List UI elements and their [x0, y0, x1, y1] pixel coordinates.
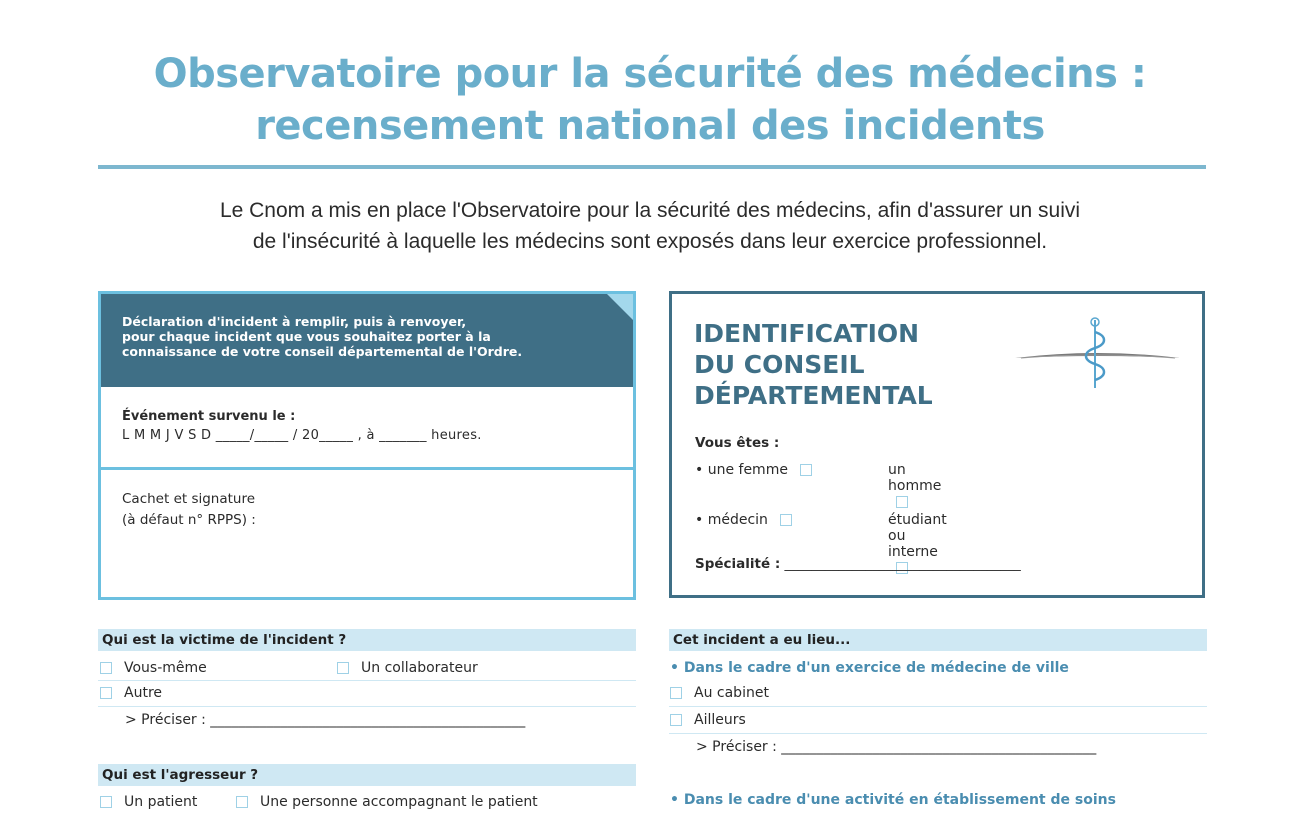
title-line-2: recensement national des incidents [255, 103, 1045, 149]
specialite-line: ___________________________________ [780, 556, 1021, 572]
divider [669, 733, 1207, 734]
homme-option [888, 462, 941, 510]
location-preciser-field[interactable]: > Préciser : _____________________________________________ [696, 739, 1097, 755]
vous-etes-label: Vous êtes : [695, 435, 780, 451]
caduceus-logo-icon [1015, 314, 1180, 390]
medecin-label: • médecin [695, 512, 768, 528]
page-title [0, 48, 1300, 152]
victim-section-header: Qui est la victime de l'incident ? [98, 629, 636, 651]
medecin-checkbox[interactable] [780, 514, 792, 526]
intro-text [0, 195, 1300, 257]
divider [98, 706, 636, 707]
event-date-section [101, 387, 633, 470]
stamp-signature-field[interactable] [122, 489, 256, 531]
title-line-1: Observatoire pour la sécurité des médecins : [153, 51, 1147, 97]
autre-option[interactable] [100, 684, 162, 702]
declaration-card [98, 291, 636, 600]
identification-title-3: DÉPARTEMENTAL [694, 381, 933, 410]
vous-meme-checkbox[interactable] [100, 662, 112, 674]
stamp-label-1: Cachet et signature [122, 491, 256, 507]
homme-label: un homme [888, 462, 942, 494]
femme-label: • une femme [695, 462, 788, 478]
intro-line-2: de l'insécurité à laquelle les médecins sont exposés dans leur exercice professionnel. [252, 230, 1048, 253]
specialite-field[interactable] [695, 556, 1021, 572]
etudiant-label: étudiant ou interne [888, 512, 947, 560]
vous-meme-label: Vous-même [124, 660, 207, 676]
ailleurs-option[interactable] [670, 711, 746, 729]
stamp-label-2: (à défaut n° RPPS) : [122, 512, 256, 528]
collaborateur-label: Un collaborateur [361, 660, 478, 676]
title-divider [98, 165, 1206, 169]
intro-line-1: Le Cnom a mis en place l'Observatoire pour la sécurité des médecins, afin d'assurer un suivi [219, 199, 1081, 222]
victim-preciser-field[interactable]: > Préciser : _____________________________________________ [125, 712, 526, 728]
autre-checkbox[interactable] [100, 687, 112, 699]
ville-subheading: • Dans le cadre d'un exercice de médecine de ville [670, 660, 1069, 676]
declaration-line-2: pour chaque incident que vous souhaitez porter à la [122, 329, 491, 344]
gender-row [695, 462, 942, 494]
cabinet-checkbox[interactable] [670, 687, 682, 699]
identification-title-1: IDENTIFICATION [694, 319, 920, 348]
divider [98, 680, 636, 681]
declaration-header [101, 294, 633, 387]
autre-label: Autre [124, 685, 163, 701]
cabinet-label: Au cabinet [694, 685, 769, 701]
accompagnant-checkbox[interactable] [236, 796, 248, 808]
location-section-header: Cet incident a eu lieu... [669, 629, 1207, 651]
patient-option[interactable] [100, 793, 197, 811]
corner-fold-icon [607, 294, 633, 320]
declaration-line-1: Déclaration d'incident à remplir, puis à renvoyer, [122, 314, 467, 329]
specialite-label: Spécialité : [695, 556, 781, 572]
event-label: Événement survenu le : [122, 409, 296, 424]
declaration-line-3: connaissance de votre conseil départemental de l'Ordre. [122, 344, 523, 359]
accompagnant-option[interactable] [236, 793, 538, 811]
divider [669, 706, 1207, 707]
patient-checkbox[interactable] [100, 796, 112, 808]
etablissement-subheading: • Dans le cadre d'une activité en établissement de soins [670, 792, 1116, 808]
collaborateur-checkbox[interactable] [337, 662, 349, 674]
accompagnant-label: Une personne accompagnant le patient [260, 794, 538, 810]
patient-label: Un patient [124, 794, 198, 810]
event-date-field[interactable]: L M M J V S D _____/_____ / 20_____ , à _______ heures. [122, 428, 482, 443]
ailleurs-checkbox[interactable] [670, 714, 682, 726]
aggressor-section-header: Qui est l'agresseur ? [98, 764, 636, 786]
vous-meme-option[interactable] [100, 659, 207, 677]
ailleurs-label: Ailleurs [694, 712, 746, 728]
femme-checkbox[interactable] [800, 464, 812, 476]
status-row [695, 512, 947, 560]
cabinet-option[interactable] [670, 684, 769, 702]
collaborateur-option[interactable] [337, 659, 478, 677]
homme-checkbox[interactable] [896, 496, 908, 508]
identification-title [694, 318, 933, 411]
identification-card [669, 291, 1205, 598]
identification-title-2: DU CONSEIL [694, 350, 865, 379]
